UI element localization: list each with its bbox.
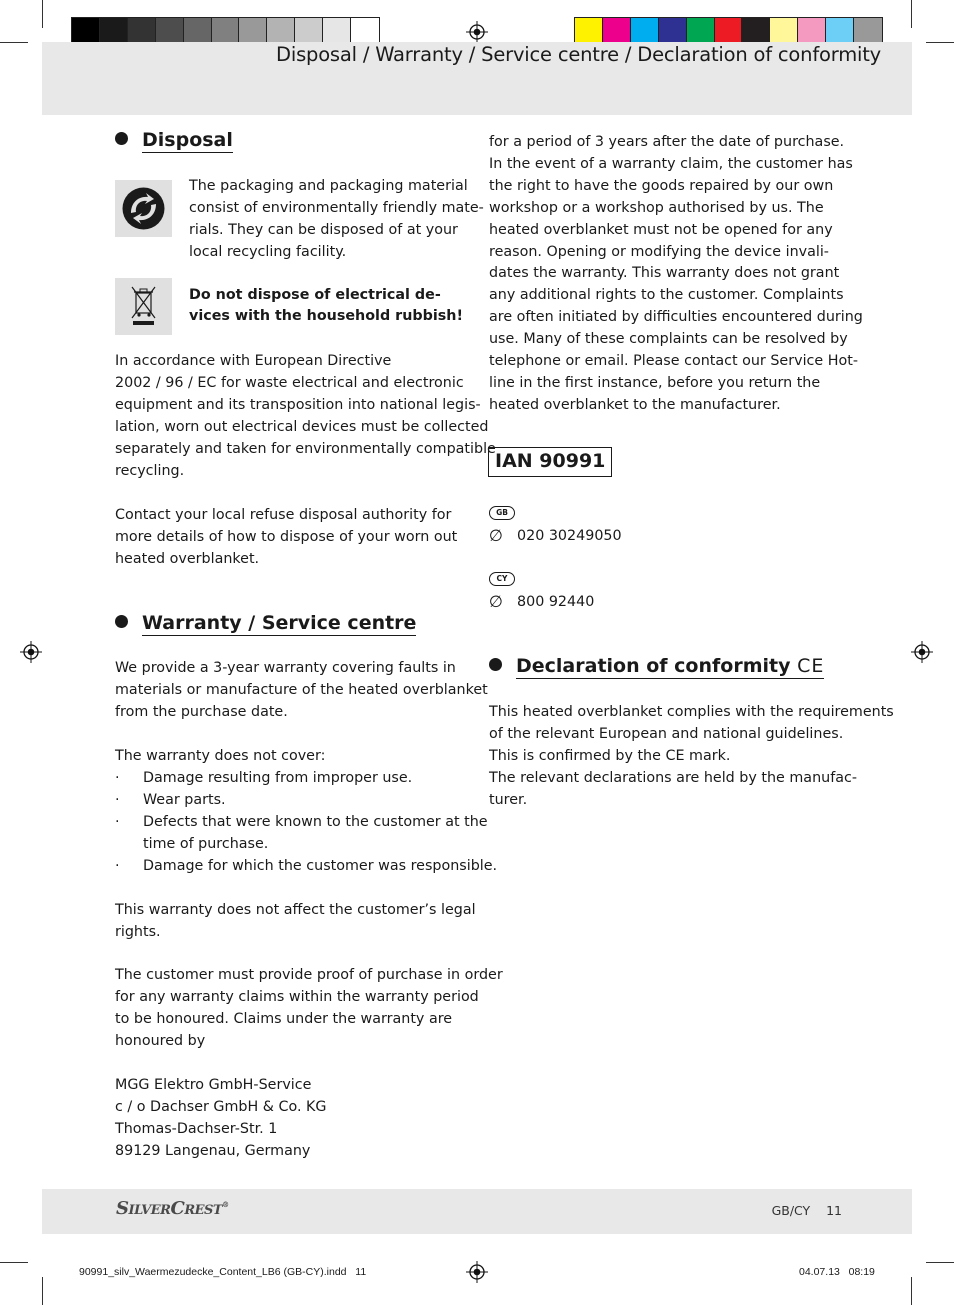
recycle-icon-box xyxy=(115,180,172,237)
color-swatch xyxy=(267,18,295,45)
crop-mark xyxy=(911,0,912,28)
list-item-text: Damage resulting from improper use. xyxy=(143,769,413,786)
list-item xyxy=(115,768,497,790)
text-line: to be honoured. Claims under the warranty are xyxy=(115,1010,453,1027)
proof-text xyxy=(115,965,503,1053)
text-line: local recycling facility. xyxy=(189,243,347,260)
list-item-text: time of purchase. xyxy=(143,835,269,852)
list-item xyxy=(115,856,497,878)
slug-file-name: 90991_silv_Waermezudecke_Content_LB6 (GB-CY).indd 11 xyxy=(79,1266,367,1278)
registration-mark-icon xyxy=(466,1261,488,1283)
crop-mark xyxy=(0,42,28,43)
color-swatch xyxy=(631,18,659,45)
text-line: heated overblanket to the manufacturer. xyxy=(489,396,781,413)
text-line: materials or manufacture of the heated overblanket xyxy=(115,681,488,698)
not-cover-label: The warranty does not cover: xyxy=(115,748,326,764)
text-line: use. Many of these complaints can be resolved by xyxy=(489,331,848,348)
text-line: any additional rights to the customer. Complaints xyxy=(489,287,844,304)
conformity-heading: Declaration of conformity CE xyxy=(489,655,824,677)
color-swatch xyxy=(659,18,687,45)
color-swatch xyxy=(603,18,631,45)
text-line: rials. They can be disposed of at your xyxy=(189,221,458,238)
text-line: reason. Opening or modifying the device invali- xyxy=(489,243,829,260)
text-line: separately and taken for environmentally compatible xyxy=(115,440,496,457)
text-line: dates the warranty. This warranty does not grant xyxy=(489,265,840,282)
color-swatch xyxy=(798,18,826,45)
color-swatch xyxy=(72,18,100,45)
text-line: 89129 Langenau, Germany xyxy=(115,1142,311,1159)
list-item xyxy=(115,790,497,812)
text-line: This is confirmed by the CE mark. xyxy=(489,747,731,764)
bullet-dot-icon xyxy=(115,132,128,145)
crop-mark xyxy=(926,42,954,43)
page-title: Disposal / Warranty / Service centre / Declaration of conformity xyxy=(276,43,881,66)
text-line: workshop or a workshop authorised by us. The xyxy=(489,199,824,216)
phone-number-cy: 800 92440 xyxy=(517,594,595,610)
directive-text xyxy=(115,351,496,482)
disposal-contact-text xyxy=(115,505,457,571)
country-badge-gb: GB xyxy=(489,506,515,520)
text-line: telephone or email. Please contact our Service Hot- xyxy=(489,353,859,370)
packaging-text xyxy=(189,176,484,264)
service-address xyxy=(115,1075,327,1163)
text-line: more details of how to dispose of your worn out xyxy=(115,528,458,545)
text-line: In the event of a warranty claim, the customer has xyxy=(489,155,853,172)
bullet-dot-icon xyxy=(489,658,502,671)
text-line: Do not dispose of electrical de- xyxy=(189,287,441,303)
color-swatch xyxy=(239,18,267,45)
color-swatch xyxy=(128,18,156,45)
list-item-text: Damage for which the customer was responsible. xyxy=(143,857,498,874)
text-line: equipment and its transposition into national legis- xyxy=(115,396,481,413)
phone-icon: ∅ xyxy=(489,592,503,611)
legal-rights-text xyxy=(115,900,476,944)
text-line: The customer must provide proof of purchase in order xyxy=(115,967,503,983)
recycle-icon xyxy=(115,180,172,237)
crop-mark xyxy=(42,0,43,28)
crop-mark xyxy=(0,1262,28,1263)
bullet-mark: · xyxy=(115,791,120,808)
color-swatch xyxy=(184,18,212,45)
registration-mark-icon xyxy=(20,641,42,663)
text-line: for a period of 3 years after the date of purchase. xyxy=(489,134,845,150)
phone-number-gb: 020 30249050 xyxy=(517,528,622,544)
text-line: heated overblanket. xyxy=(115,550,260,567)
page-number: GB/CY 11 xyxy=(771,1203,842,1218)
bullet-mark: · xyxy=(115,813,120,830)
bullet-mark: · xyxy=(115,769,120,786)
color-swatch xyxy=(212,18,240,45)
crop-mark xyxy=(926,1262,954,1263)
registration-mark-icon xyxy=(911,641,933,663)
color-swatch xyxy=(854,18,882,45)
crop-mark xyxy=(911,1277,912,1305)
text-line: from the purchase date. xyxy=(115,703,288,720)
silvercrest-logo: SILVERCREST® xyxy=(116,1198,229,1219)
text-line: recycling. xyxy=(115,462,185,479)
text-line: MGG Elektro GmbH-Service xyxy=(115,1077,312,1093)
warranty-continued-text xyxy=(489,132,863,417)
text-line: Contact your local refuse disposal authority for xyxy=(115,507,452,523)
text-line: lation, worn out electrical devices must be collected xyxy=(115,418,489,435)
text-line: of the relevant European and national guidelines. xyxy=(489,725,844,742)
weee-warning-text xyxy=(189,285,463,327)
color-swatch xyxy=(770,18,798,45)
color-swatch xyxy=(156,18,184,45)
crossed-bin-icon xyxy=(115,278,172,335)
color-swatch xyxy=(687,18,715,45)
list-item xyxy=(115,812,497,856)
ian-number-box: IAN 90991 xyxy=(488,447,612,477)
text-line: We provide a 3-year warranty covering faults in xyxy=(115,660,456,676)
text-line: c / o Dachser GmbH & Co. KG xyxy=(115,1098,327,1115)
text-line: the right to have the goods repaired by our own xyxy=(489,177,834,194)
text-line: consist of environmentally friendly mate- xyxy=(189,199,484,216)
text-line: are often initiated by difficulties encountered during xyxy=(489,309,863,326)
text-line: In accordance with European Directive xyxy=(115,353,392,369)
text-line: Thomas-Dachser-Str. 1 xyxy=(115,1120,278,1137)
list-item-text: Wear parts. xyxy=(143,791,226,808)
list-item-text: Defects that were known to the customer at the xyxy=(143,813,488,830)
color-swatch xyxy=(100,18,128,45)
text-line: This heated overblanket complies with the requirements xyxy=(489,704,894,720)
conformity-text xyxy=(489,702,894,812)
text-line: turer. xyxy=(489,791,528,808)
phone-icon: ∅ xyxy=(489,526,503,545)
text-line: The relevant declarations are held by the manufac- xyxy=(489,769,858,786)
color-swatch xyxy=(351,18,379,45)
text-line: 2002 / 96 / EC for waste electrical and electronic xyxy=(115,374,464,391)
text-line: The packaging and packaging material xyxy=(189,178,468,194)
text-line: heated overblanket must not be opened for any xyxy=(489,221,833,238)
registration-mark-icon xyxy=(466,21,488,43)
crop-mark xyxy=(42,1277,43,1305)
warranty-not-cover xyxy=(115,746,497,877)
bullet-mark: · xyxy=(115,857,120,874)
ce-mark-icon: CE xyxy=(797,655,825,677)
text-line: for any warranty claims within the warranty period xyxy=(115,988,479,1005)
text-line: This warranty does not affect the customer’s legal xyxy=(115,902,476,918)
text-line: honoured by xyxy=(115,1032,206,1049)
text-line: vices with the household rubbish! xyxy=(189,308,463,324)
color-swatch xyxy=(323,18,351,45)
slug-date: 04.07.13 08:19 xyxy=(799,1266,875,1278)
warranty-heading: Warranty / Service centre xyxy=(115,612,416,634)
disposal-heading: Disposal xyxy=(115,129,233,151)
text-line: line in the first instance, before you return the xyxy=(489,374,821,391)
color-swatch xyxy=(826,18,854,45)
weee-icon-box xyxy=(115,278,172,335)
bullet-dot-icon xyxy=(115,615,128,628)
not-cover-list xyxy=(115,768,497,878)
color-swatch xyxy=(715,18,743,45)
text-line: rights. xyxy=(115,923,161,940)
color-swatch xyxy=(295,18,323,45)
warranty-intro-text xyxy=(115,658,488,724)
color-swatch xyxy=(575,18,603,45)
country-badge-cy: CY xyxy=(489,572,515,586)
color-swatch xyxy=(742,18,770,45)
